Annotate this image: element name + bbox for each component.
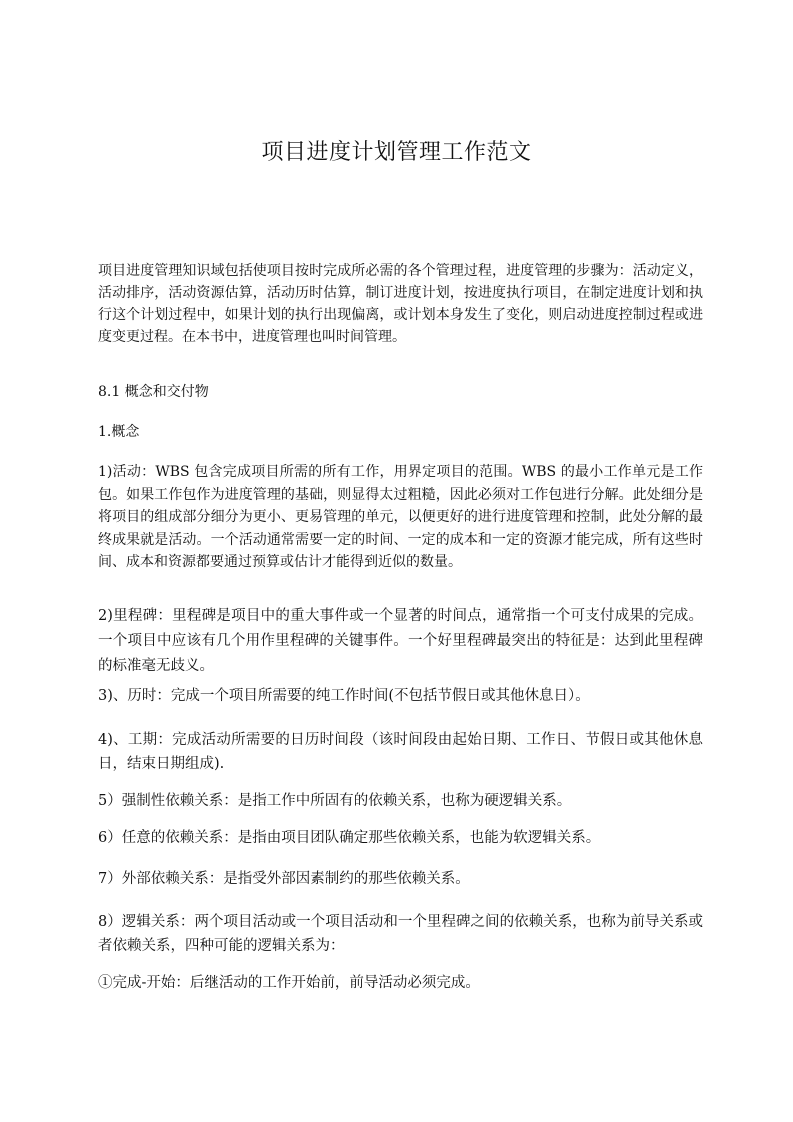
section-heading-8-1: 8.1 概念和交付物 (98, 384, 209, 400)
item-activity-paragraph: 1)活动：WBS 包含完成项目所需的所有工作，用界定项目的范围。WBS 的最小工作单元是工作包。如果工作包作为进度管理的基础，则显得太过粗糙，因此必须对工作包进行分解。此处细分是将项目的组成部分细分为更小、更易管理的单元，以便更好的进行进度管理和控制，此处分解的最终成果就是活动。一个活动通常需要一定的时间、一定的成本和一定的资源才能完成，所有这些时间、成本和资源都要通过预算或估计才能得到近似的数量。 (98, 464, 703, 570)
document-title: 项目进度计划管理工作范文 (261, 140, 532, 165)
item-logical-relationship-paragraph: 8）逻辑关系：两个项目活动或一个项目活动和一个里程碑之间的依赖关系，也称为前导关系或者依赖关系，四种可能的逻辑关系为： (98, 914, 703, 954)
item-milestone-paragraph: 2)里程碑：里程碑是项目中的重大事件或一个显著的时间点，通常指一个可支付成果的完成。一个项目中应该有几个用作里程碑的关键事件。一个好里程碑最突出的特征是：达到此里程碑的标准毫无歧义。 (98, 608, 703, 674)
item-mandatory-dependency-paragraph: 5）强制性依赖关系：是指工作中所固有的依赖关系，也称为硬逻辑关系。 (98, 793, 572, 809)
item-finish-to-start-paragraph: ①完成-开始：后继活动的工作开始前，前导活动必须完成。 (98, 975, 480, 991)
item-discretionary-dependency-paragraph: 6）任意的依赖关系：是指由项目团队确定那些依赖关系，也能为软逻辑关系。 (98, 830, 601, 846)
intro-paragraph: 项目进度管理知识域包括使项目按时完成所必需的各个管理过程，进度管理的步骤为：活动定义，活动排序，活动资源估算，活动历时估算，制订进度计划，按进度执行项目，在制定进度计划和执行这个计划过程中，如果计划的执行出现偏离，或计划本身发生了变化，则启动进度控制过程或进度变更过程。在本书中，进度管理也叫时间管理。 (98, 263, 703, 345)
item-duration-paragraph: 3)、历时：完成一个项目所需要的纯工作时间(不包括节假日或其他休息日）。 (98, 688, 590, 704)
item-calendar-period-paragraph: 4)、工期：完成活动所需要的日历时间段（该时间段由起始日期、工作日、节假日或其他休息日，结束日期组成). (98, 732, 703, 772)
item-external-dependency-paragraph: 7）外部依赖关系：是指受外部因素制约的那些依赖关系。 (98, 871, 470, 887)
concept-heading: 1.概念 (98, 424, 140, 440)
